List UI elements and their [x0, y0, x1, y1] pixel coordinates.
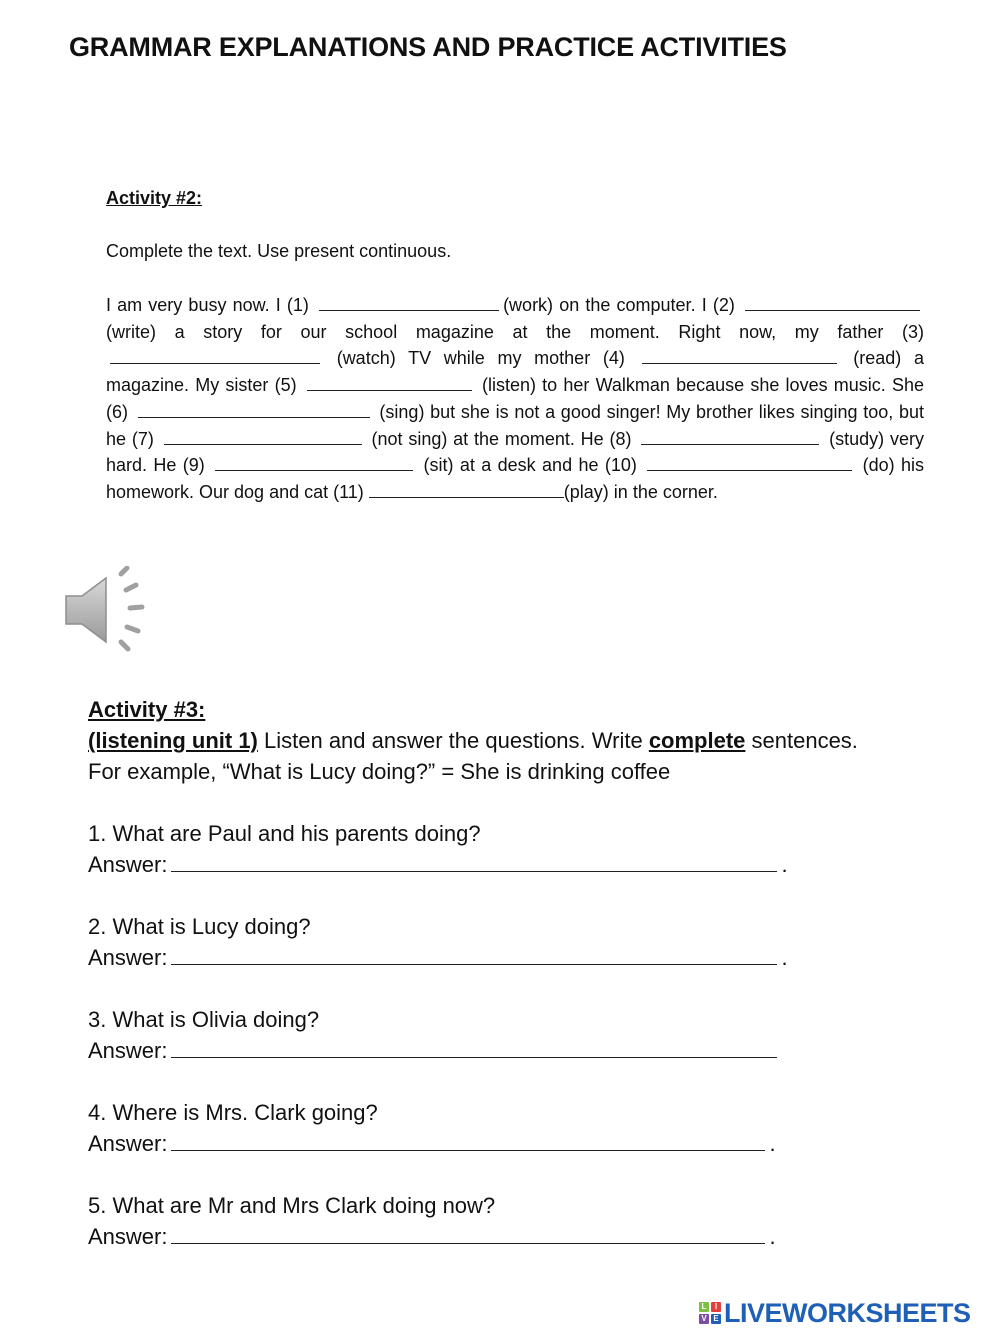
speaker-svg: [60, 566, 152, 654]
answer-period: .: [781, 852, 788, 877]
blank-10[interactable]: [647, 452, 852, 471]
answer-row: [88, 849, 788, 880]
blank-5[interactable]: [307, 372, 472, 391]
passage-text: (sing) but she is not a good singer! My brother likes singing too, but he (7): [106, 401, 924, 449]
passage-text: (watch) TV while my mother (4): [324, 348, 638, 369]
answer-row: [88, 1035, 781, 1066]
question-block-3: [88, 1004, 781, 1066]
logo-letter: V: [699, 1314, 709, 1324]
page-title: GRAMMAR EXPLANATIONS AND PRACTICE ACTIVITIES: [69, 32, 787, 62]
blank-6[interactable]: [138, 399, 370, 418]
question-block-4: [88, 1097, 776, 1159]
answer-label: Answer:: [88, 945, 168, 970]
logo-text: LIVEWORKSHEETS: [724, 1297, 971, 1328]
instruction-text: sentences.: [745, 728, 858, 753]
answer-period: .: [781, 945, 788, 970]
answer-field-4[interactable]: [171, 1132, 765, 1151]
answer-field-3[interactable]: [171, 1039, 777, 1058]
liveworksheets-logo[interactable]: [699, 1296, 971, 1330]
passage-text: (work) on the computer. I (2): [503, 295, 741, 315]
answer-row: [88, 942, 788, 973]
question-text: 1. What are Paul and his parents doing?: [88, 821, 481, 846]
activity2-instruction: Complete the text. Use present continuous.: [106, 241, 452, 261]
logo-letter: I: [711, 1302, 721, 1312]
passage-text: (write) a story for our school magazine at the moment. Right now, my father (3): [106, 321, 924, 342]
passage-text: (not sing) at the moment. He (8): [365, 428, 638, 449]
blank-8[interactable]: [641, 426, 819, 445]
blank-2[interactable]: [745, 292, 920, 311]
question-text: 5. What are Mr and Mrs Clark doing now?: [88, 1193, 496, 1218]
blank-1[interactable]: [319, 292, 499, 311]
answer-period: .: [769, 1131, 776, 1156]
answer-label: Answer:: [88, 1038, 168, 1063]
blank-7[interactable]: [164, 426, 362, 445]
activity3-intro: [88, 694, 948, 787]
activity2-heading: Activity #2:: [106, 188, 203, 208]
answer-label: Answer:: [88, 1131, 168, 1156]
answer-period: .: [769, 1224, 776, 1249]
instruction-emphasis: complete: [648, 728, 746, 753]
activity3-instruction: [88, 725, 948, 756]
answer-field-1[interactable]: [171, 853, 777, 872]
blank-9[interactable]: [215, 452, 413, 471]
blank-11[interactable]: [369, 479, 564, 498]
passage-text: (study) very hard. He (9): [106, 428, 924, 476]
passage-text: (play) in the corner.: [563, 481, 718, 502]
passage-text: (listen) to her Walkman because she loves music. She (6): [106, 375, 924, 422]
answer-row: [88, 1128, 776, 1159]
question-text: 3. What is Olivia doing?: [88, 1007, 320, 1032]
blank-4[interactable]: [642, 345, 837, 364]
question-block-1: [88, 818, 788, 880]
unit-label: (listening unit 1): [88, 728, 258, 753]
blank-3[interactable]: [110, 345, 320, 364]
speaker-volume-icon[interactable]: [60, 566, 152, 654]
answer-row: [88, 1221, 776, 1252]
passage-text: (read) a magazine. My sister (5): [106, 348, 924, 396]
question-block-2: [88, 911, 788, 973]
question-text: 4. Where is Mrs. Clark going?: [88, 1100, 378, 1125]
answer-field-5[interactable]: [171, 1225, 765, 1244]
answer-label: Answer:: [88, 1224, 168, 1249]
logo-mark-icon: [699, 1302, 721, 1324]
question-block-5: [88, 1190, 776, 1252]
passage-text: (do) his homework. Our dog and cat (11): [106, 455, 924, 502]
answer-label: Answer:: [88, 852, 168, 877]
passage-text: (sit) at a desk and he (10): [417, 455, 644, 476]
activity3-heading: Activity #3:: [88, 697, 206, 722]
activity3-example: For example, “What is Lucy doing?” = She is drinking coffee: [88, 759, 671, 784]
activity2-passage: [106, 292, 924, 506]
logo-letter: E: [711, 1314, 721, 1324]
instruction-text: Listen and answer the questions. Write: [257, 728, 649, 753]
answer-field-2[interactable]: [171, 946, 777, 965]
logo-letter: L: [699, 1302, 709, 1312]
passage-text: I am very busy now. I (1): [106, 295, 316, 315]
question-text: 2. What is Lucy doing?: [88, 914, 311, 939]
